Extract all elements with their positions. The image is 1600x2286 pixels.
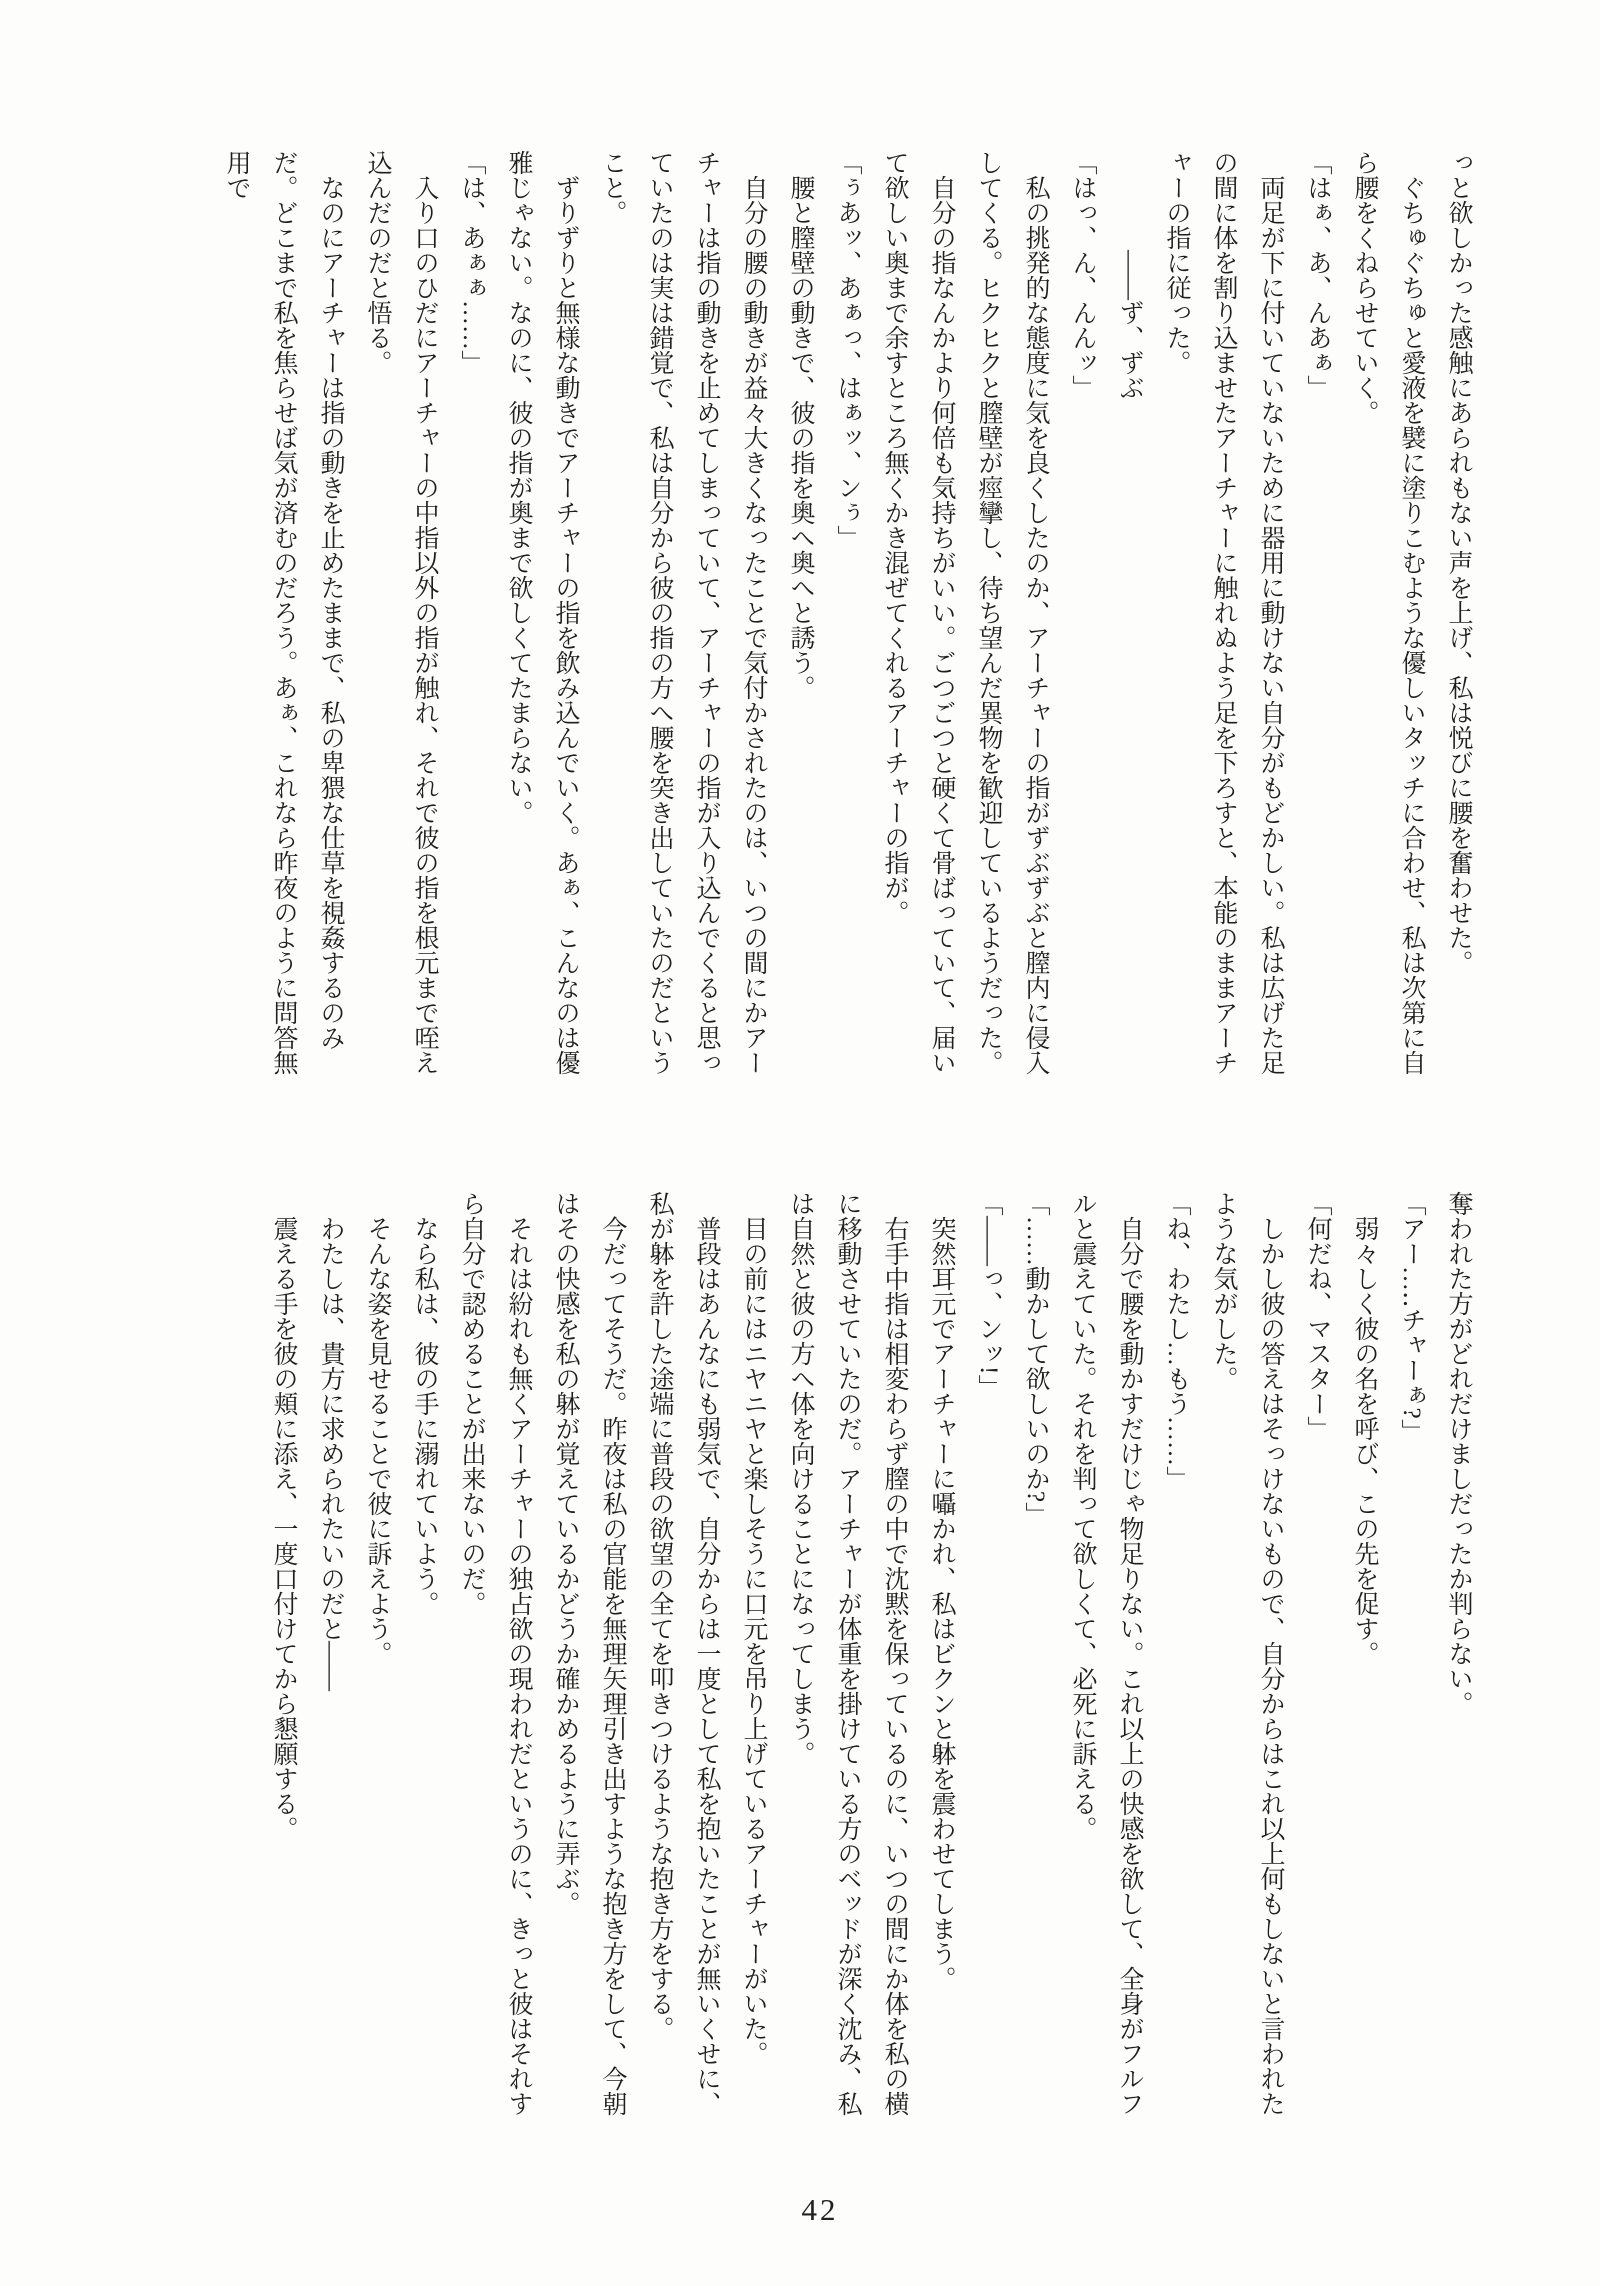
sound-effect-line: ――ず、ずぶ <box>1116 250 1143 400</box>
paragraph: 震える手を彼の頬に添え、一度口付けてから懇願する。 <box>270 1216 297 1841</box>
text-band-top <box>137 150 1482 1090</box>
paragraph: 自分の腰の動きが益々大きくなったことで気付かされたのは、いつの間にかアーチャーは指の動きを止めてしまっていて、アーチャーの指が入り込んでくると思っていたのは実は錯覚で、私は自分から彼の指の方へ腰を突き出していたのだということ。 <box>599 150 767 1075</box>
dialogue-line: 「何だね、マスター」 <box>1304 1191 1331 1441</box>
dialogue-line: 「――っ、ンッ!」 <box>975 1191 1002 1400</box>
dialogue-line: 「ね、わたし…もう……」 <box>1163 1191 1190 1491</box>
paragraph: 突然耳元でアーチャーに囁かれ、私はビクンと躰を震わせてしまう。 <box>928 1216 955 1991</box>
paragraph: 奪われた方がどれだけましだったか判らない。 <box>1445 1191 1472 1716</box>
dialogue-line: 「は、あぁぁ……」 <box>458 150 485 375</box>
paragraph: 私の挑発的な態度に気を良くしたのか、アーチャーの指がずぶずぶと膣内に侵入してくる。ヒクヒクと膣壁が痙攣し、待ち望んだ異物を歓迎しているようだった。 <box>975 150 1049 1075</box>
page-number: 42 <box>801 2192 839 2227</box>
emphasis-line: わたしは、貴方に求められたいのだと―― <box>317 1216 344 1691</box>
paragraph: 腰と膣壁の動きで、彼の指を奥へ奥へと誘う。 <box>787 175 814 700</box>
dialogue-line: 「アー…‥チャーぁ?」 <box>1398 1191 1425 1444</box>
paragraph: 入り口のひだにアーチャーの中指以外の指が触れ、それで彼の指を根元まで咥え込んだのだと悟る。 <box>364 150 438 1075</box>
paragraph: 弱々しく彼の名を呼び、この先を促す。 <box>1351 1216 1378 1666</box>
paragraph: しかし彼の答えはそっけないもので、自分からはこれ以上何もしないと言われたような気がした。 <box>1210 1191 1284 2116</box>
paragraph: 自分で腰を動かすだけじゃ物足りない。これ以上の快感を欲して、全身がフルフルと震えていた。それを判って欲しくて、必死に訴える。 <box>1069 1191 1143 2116</box>
paragraph: 今だってそうだ。昨夜は私の官能を無理矢理引き出すような抱き方をして、今朝はその快感を私の躰が覚えているかどうか確かめるように弄ぶ。 <box>552 1191 626 2116</box>
paragraph: 両足が下に付いていないために器用に動けない自分がもどかしい。私は広げた足の間に体を割り込ませたアーチャーに触れぬよう足を下ろすと、本能のままアーチャーの指に従った。 <box>1163 150 1284 1075</box>
dialogue-line: 「ぅあッ、あぁっ、はぁッ、ンぅ」 <box>834 150 861 550</box>
paragraph: っと欲しかった感触にあられもない声を上げ、私は悦びに腰を奮わせた。 <box>1445 150 1472 975</box>
paragraph: 普段はあんなにも弱気で、自分からは一度として私を抱いたことが無いくせに、私が躰を許した途端に普段の欲望の全てを叩きつけるような抱き方をする。 <box>646 1191 720 2116</box>
dialogue-line: 「はぁ、あ、んあぁ」 <box>1304 150 1331 400</box>
dialogue-line: 「はっ、ん、んんッ」 <box>1069 150 1096 400</box>
paragraph: それは紛れも無くアーチャーの独占欲の現われだというのに、きっと彼はそれすら自分で認めることが出来ないのだ。 <box>458 1191 532 2116</box>
paragraph: ずりずりと無様な動きでアーチャーの指を飲み込んでいく。あぁ、こんなのは優雅じゃない。なのに、彼の指が奥まで欲しくてたまらない。 <box>505 150 579 1075</box>
paragraph: 目の前にはニヤニヤと楽しそうに口元を吊り上げているアーチャーがいた。 <box>740 1216 767 2066</box>
paragraph: 自分の指なんかより何倍も気持ちがいい。ごつごつと硬くて骨ばっていて、届いて欲しい奥まで余すところ無くかき混ぜてくれるアーチャーの指が。 <box>881 150 955 1075</box>
dialogue-line: 「……動かして欲しいのか?」 <box>1022 1191 1049 1528</box>
paragraph: ぐちゅぐちゅと愛液を襞に塗りこむような優しいタッチに合わせ、私は次第に自ら腰をくねらせていく。 <box>1351 150 1425 1075</box>
paragraph: そんな姿を見せることで彼に訴えよう。 <box>364 1216 391 1666</box>
paragraph: なのにアーチャーは指の動きを止めたままで、私の卑猥な仕草を視姦するのみだ。どこまで私を焦らせば気が済むのだろう。あぁ、これなら昨夜のように問答無用で <box>223 150 344 1075</box>
paragraph: なら私は、彼の手に溺れていよう。 <box>411 1216 438 1616</box>
paragraph: 右手中指は相変わらず膣の中で沈黙を保っているのに、いつの間にか体を私の横に移動させていたのだ。アーチャーが体重を掛けている方のベッドが深く沈み、私は自然と彼の方へ体を向けることになってしまう。 <box>787 1191 908 2116</box>
text-band-bottom <box>137 1191 1482 2131</box>
